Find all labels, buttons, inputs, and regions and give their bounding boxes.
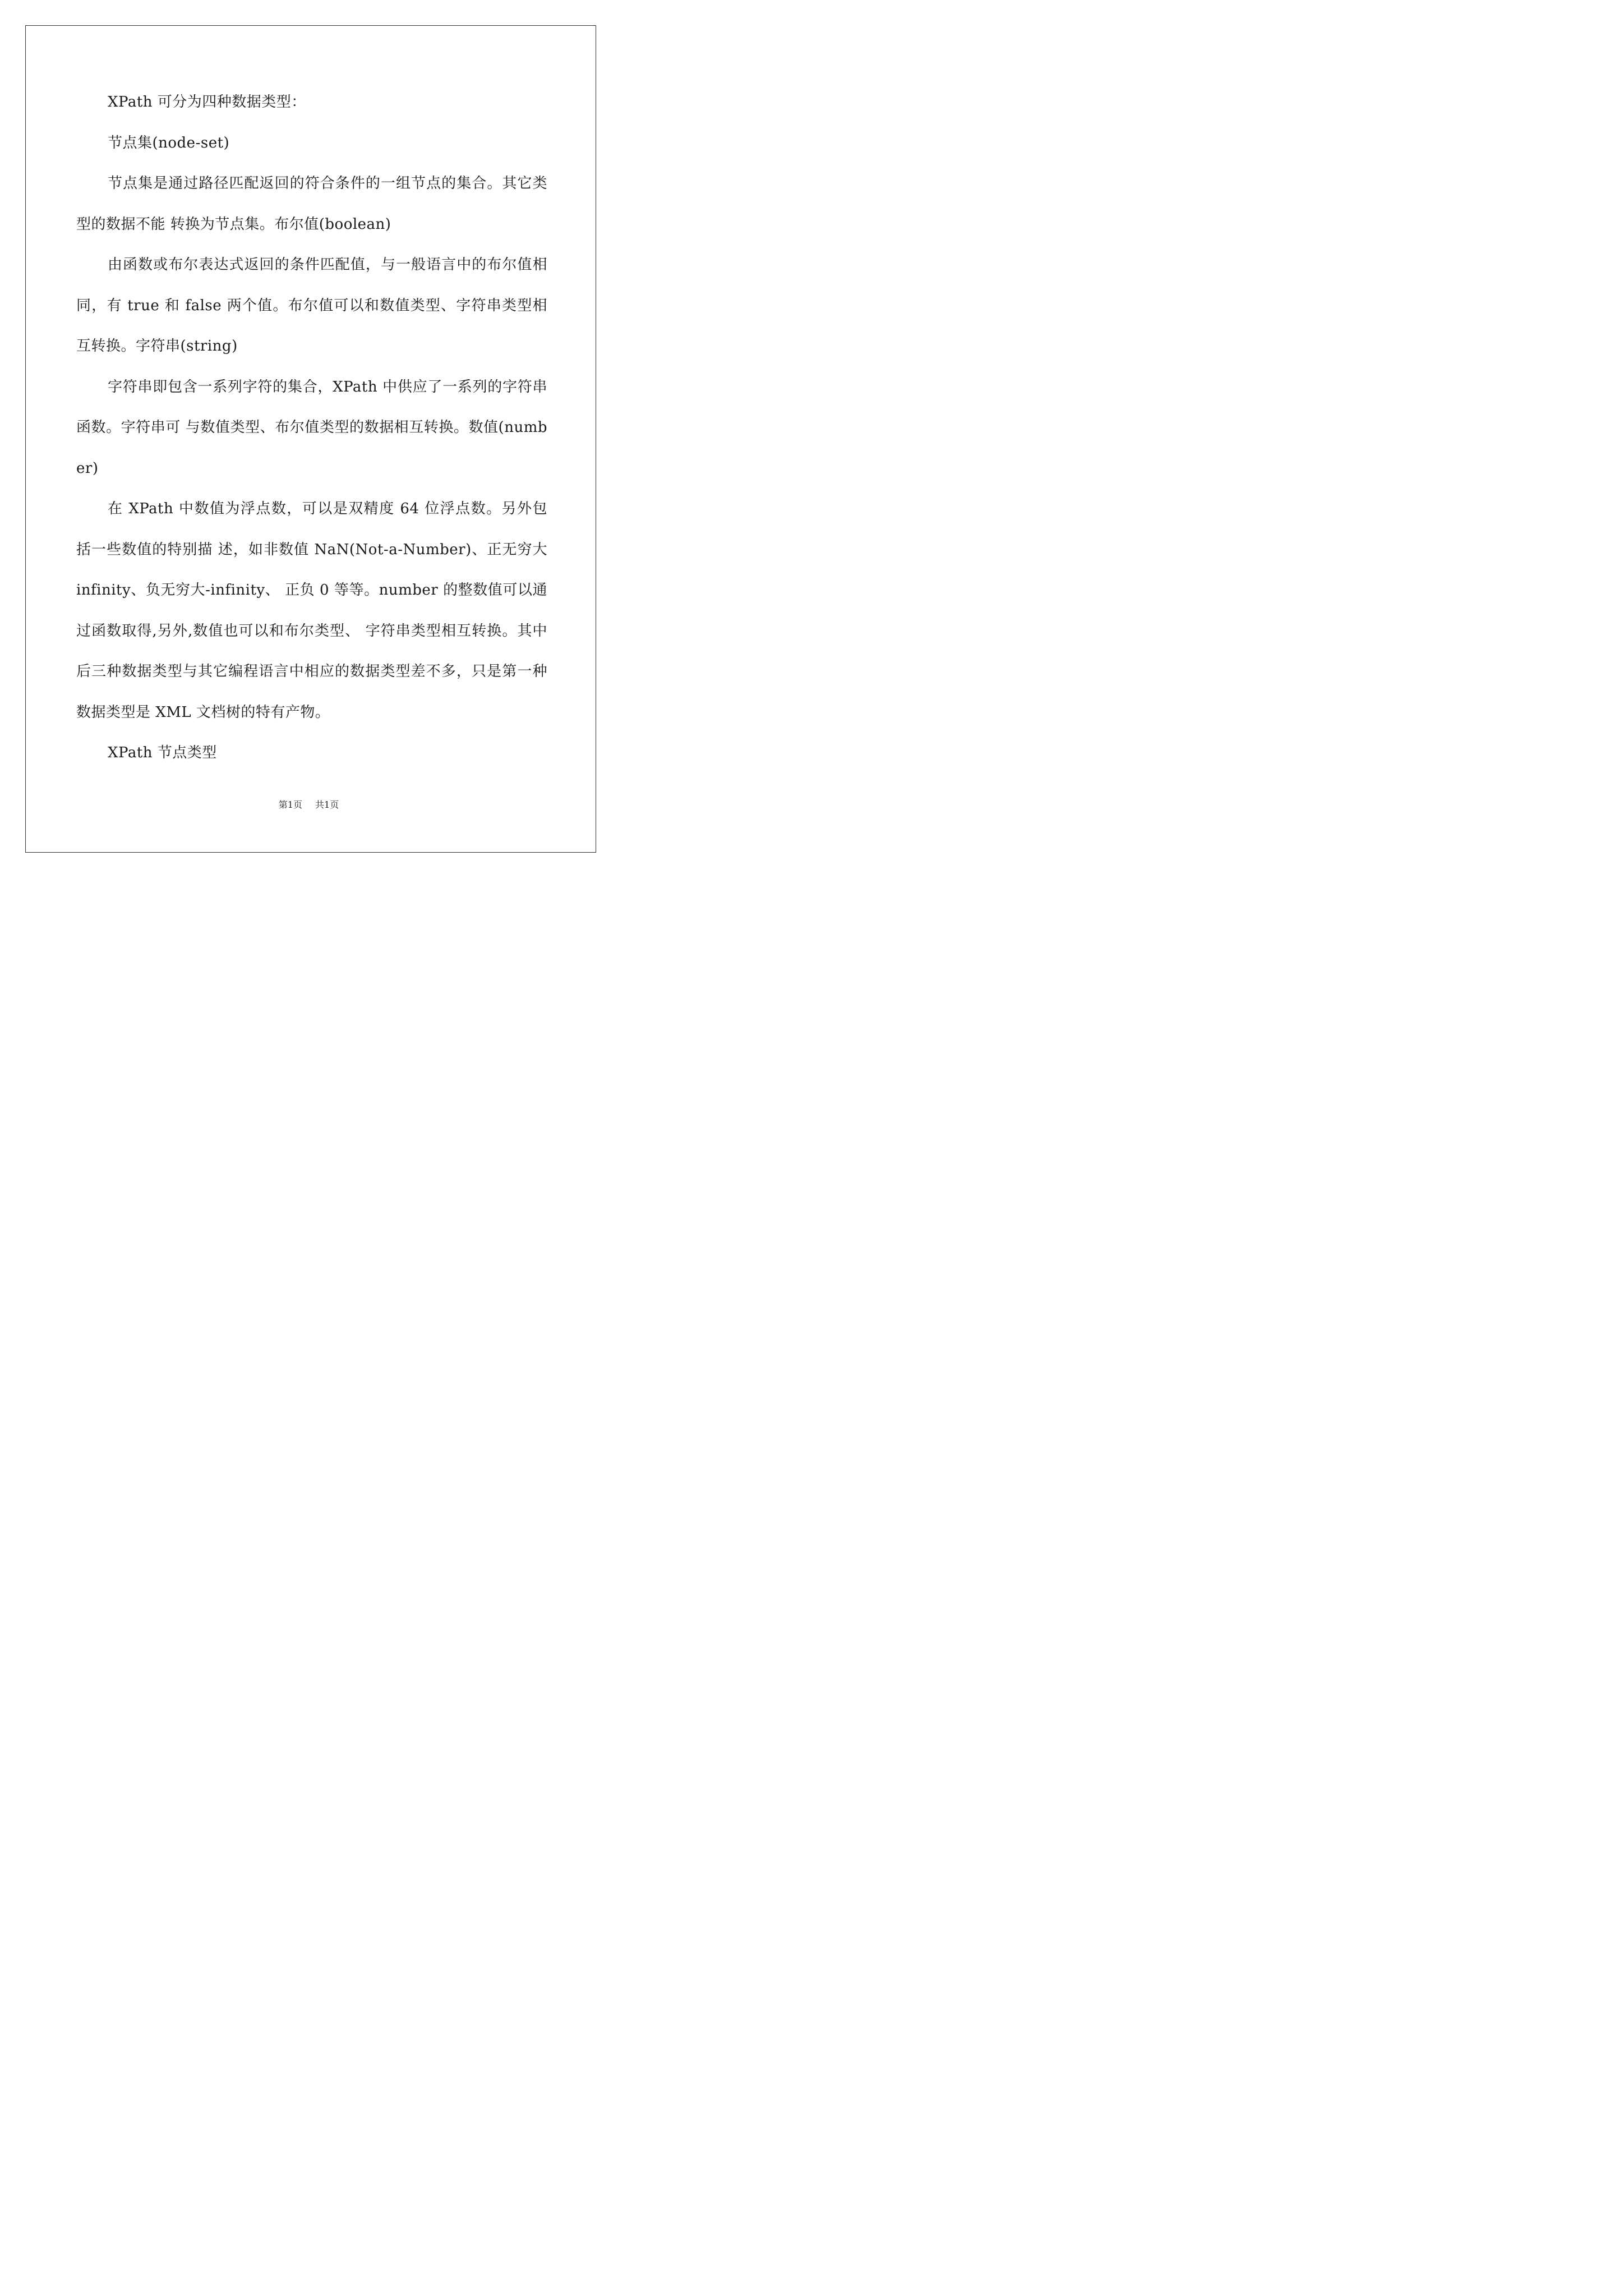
paragraph-number: 在 XPath 中数值为浮点数，可以是双精度 64 位浮点数。另外包括一些数值的特别描 述，如非数值 NaN(Not-a-Number)、正无穷大 infinity、负无穷大-infinity、 正负 0 等等。number 的整数值可以通过函数取得,另外,数值也可以和布尔类型、 字符串类型相互转换。其中后三种数据类型与其它编程语言中相应的数据类型差不多，只是第一种数据类型是 XML 文档树的特有产物。 <box>76 500 547 721</box>
page-footer <box>0 799 617 811</box>
document-body <box>76 82 547 774</box>
heading-node-types: XPath 节点类型 <box>108 744 217 761</box>
paragraph-intro: XPath 可分为四种数据类型： <box>108 94 306 111</box>
paragraph-string: 字符串即包含一系列字符的集合，XPath 中供应了一系列的字符串函数。字符串可 与数值类型、布尔值类型的数据相互转换。数值(number) <box>76 378 547 477</box>
heading-node-set: 节点集(node-set) <box>108 134 230 151</box>
paragraph-node-set: 节点集是通过路径匹配返回的符合条件的一组节点的集合。其它类型的数据不能 转换为节点集。布尔值(boolean) <box>76 175 547 233</box>
paragraph-boolean: 由函数或布尔表达式返回的条件匹配值，与一般语言中的布尔值相同，有 true 和 false 两个值。布尔值可以和数值类型、字符串类型相互转换。字符串(string) <box>76 256 547 355</box>
page-number-total: 共1页 <box>315 799 339 810</box>
page-number-current: 第1页 <box>278 799 302 810</box>
